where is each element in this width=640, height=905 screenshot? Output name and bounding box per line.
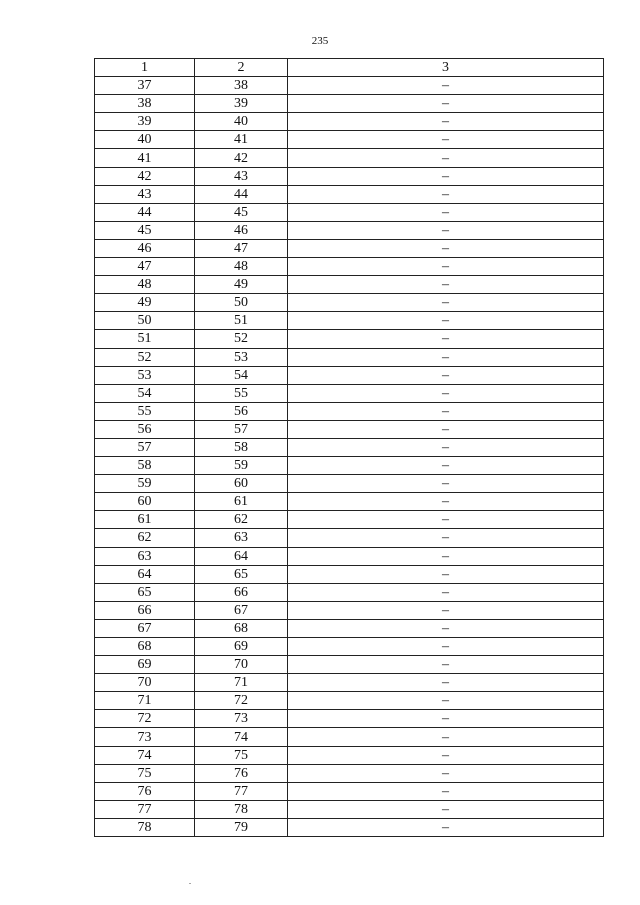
table-row xyxy=(95,95,604,113)
table-cell-col1: 60 xyxy=(95,493,195,511)
table-cell-col3: – xyxy=(288,728,604,746)
table-row xyxy=(95,493,604,511)
table-cell-col1: 48 xyxy=(95,276,195,294)
table-cell-col2: 69 xyxy=(195,638,288,656)
table-row xyxy=(95,384,604,402)
table-cell-col2: 59 xyxy=(195,457,288,475)
column-header-1: 1 xyxy=(95,59,195,77)
table-cell-col1: 49 xyxy=(95,294,195,312)
table-cell-col2: 74 xyxy=(195,728,288,746)
table-cell-col1: 59 xyxy=(95,475,195,493)
table-cell-col3: – xyxy=(288,493,604,511)
table-cell-col1: 65 xyxy=(95,583,195,601)
table-cell-col3: – xyxy=(288,95,604,113)
table-cell-col2: 77 xyxy=(195,782,288,800)
table-cell-col3: – xyxy=(288,746,604,764)
table-row xyxy=(95,547,604,565)
table-cell-col2: 58 xyxy=(195,438,288,456)
table-cell-col2: 49 xyxy=(195,276,288,294)
table-cell-col3: – xyxy=(288,457,604,475)
table-cell-col1: 67 xyxy=(95,619,195,637)
table-cell-col3: – xyxy=(288,131,604,149)
table-cell-col2: 45 xyxy=(195,203,288,221)
table-row xyxy=(95,258,604,276)
footer-mark: . xyxy=(189,877,191,886)
table-row xyxy=(95,276,604,294)
table-cell-col1: 57 xyxy=(95,438,195,456)
table-header-row xyxy=(95,59,604,77)
table-row xyxy=(95,601,604,619)
column-header-2: 2 xyxy=(195,59,288,77)
table-row xyxy=(95,294,604,312)
table-row xyxy=(95,800,604,818)
table-cell-col3: – xyxy=(288,239,604,257)
table-cell-col1: 46 xyxy=(95,239,195,257)
table-cell-col2: 52 xyxy=(195,330,288,348)
table-cell-col2: 79 xyxy=(195,818,288,836)
table-row xyxy=(95,656,604,674)
table-cell-col1: 42 xyxy=(95,167,195,185)
table-cell-col3: – xyxy=(288,800,604,818)
table-cell-col1: 37 xyxy=(95,77,195,95)
table-row xyxy=(95,203,604,221)
table-cell-col3: – xyxy=(288,583,604,601)
table-cell-col2: 54 xyxy=(195,366,288,384)
table-cell-col2: 38 xyxy=(195,77,288,95)
table-cell-col3: – xyxy=(288,638,604,656)
table-row xyxy=(95,710,604,728)
table-cell-col2: 67 xyxy=(195,601,288,619)
table-cell-col2: 39 xyxy=(195,95,288,113)
table-cell-col3: – xyxy=(288,185,604,203)
table-cell-col3: – xyxy=(288,348,604,366)
table-cell-col1: 47 xyxy=(95,258,195,276)
table-cell-col1: 58 xyxy=(95,457,195,475)
table-cell-col3: – xyxy=(288,511,604,529)
table-cell-col2: 47 xyxy=(195,239,288,257)
table-row xyxy=(95,619,604,637)
table-cell-col1: 69 xyxy=(95,656,195,674)
table-cell-col1: 39 xyxy=(95,113,195,131)
table-row xyxy=(95,77,604,95)
table-cell-col1: 75 xyxy=(95,764,195,782)
table-cell-col2: 55 xyxy=(195,384,288,402)
table-cell-col3: – xyxy=(288,547,604,565)
table-row xyxy=(95,674,604,692)
table-row xyxy=(95,438,604,456)
table-row xyxy=(95,692,604,710)
table-cell-col2: 53 xyxy=(195,348,288,366)
table-cell-col1: 73 xyxy=(95,728,195,746)
table-cell-col3: – xyxy=(288,366,604,384)
table-row xyxy=(95,348,604,366)
table-cell-col3: – xyxy=(288,674,604,692)
table-cell-col2: 65 xyxy=(195,565,288,583)
table-cell-col2: 41 xyxy=(195,131,288,149)
table-row xyxy=(95,638,604,656)
table-cell-col2: 61 xyxy=(195,493,288,511)
table-cell-col1: 78 xyxy=(95,818,195,836)
table-cell-col3: – xyxy=(288,565,604,583)
table-cell-col2: 75 xyxy=(195,746,288,764)
table-cell-col3: – xyxy=(288,384,604,402)
table-cell-col1: 53 xyxy=(95,366,195,384)
table-cell-col3: – xyxy=(288,402,604,420)
table-row xyxy=(95,529,604,547)
table-cell-col1: 71 xyxy=(95,692,195,710)
table-cell-col3: – xyxy=(288,438,604,456)
table-cell-col3: – xyxy=(288,764,604,782)
table-cell-col3: – xyxy=(288,692,604,710)
table-row xyxy=(95,113,604,131)
table-cell-col1: 61 xyxy=(95,511,195,529)
table-cell-col1: 66 xyxy=(95,601,195,619)
table-cell-col3: – xyxy=(288,818,604,836)
table-cell-col2: 42 xyxy=(195,149,288,167)
table-cell-col2: 72 xyxy=(195,692,288,710)
table-cell-col2: 70 xyxy=(195,656,288,674)
table-cell-col1: 55 xyxy=(95,402,195,420)
table-cell-col3: – xyxy=(288,167,604,185)
table-cell-col1: 64 xyxy=(95,565,195,583)
data-table xyxy=(94,58,604,837)
table-row xyxy=(95,366,604,384)
table-row xyxy=(95,565,604,583)
table-cell-col1: 38 xyxy=(95,95,195,113)
table-cell-col3: – xyxy=(288,619,604,637)
column-header-3: 3 xyxy=(288,59,604,77)
table-cell-col1: 40 xyxy=(95,131,195,149)
table-cell-col1: 63 xyxy=(95,547,195,565)
table-cell-col2: 50 xyxy=(195,294,288,312)
table-cell-col3: – xyxy=(288,529,604,547)
table-row xyxy=(95,475,604,493)
table-row xyxy=(95,221,604,239)
table-cell-col3: – xyxy=(288,710,604,728)
table-cell-col1: 51 xyxy=(95,330,195,348)
table-cell-col1: 43 xyxy=(95,185,195,203)
table-cell-col3: – xyxy=(288,601,604,619)
table-row xyxy=(95,330,604,348)
table-row xyxy=(95,167,604,185)
table-cell-col3: – xyxy=(288,221,604,239)
page-number: 235 xyxy=(311,35,329,47)
table-body xyxy=(95,77,604,837)
table-cell-col2: 62 xyxy=(195,511,288,529)
table-cell-col1: 72 xyxy=(95,710,195,728)
table-cell-col2: 76 xyxy=(195,764,288,782)
table-cell-col2: 44 xyxy=(195,185,288,203)
table-cell-col1: 74 xyxy=(95,746,195,764)
table-cell-col3: – xyxy=(288,294,604,312)
table-row xyxy=(95,239,604,257)
table-cell-col1: 68 xyxy=(95,638,195,656)
table-cell-col1: 76 xyxy=(95,782,195,800)
table-cell-col2: 60 xyxy=(195,475,288,493)
table-cell-col3: – xyxy=(288,149,604,167)
table-cell-col3: – xyxy=(288,203,604,221)
table-cell-col1: 54 xyxy=(95,384,195,402)
table-row xyxy=(95,312,604,330)
table-cell-col2: 56 xyxy=(195,402,288,420)
table-cell-col2: 46 xyxy=(195,221,288,239)
table-cell-col3: – xyxy=(288,77,604,95)
table-cell-col2: 71 xyxy=(195,674,288,692)
table-row xyxy=(95,728,604,746)
table-cell-col3: – xyxy=(288,656,604,674)
table-cell-col2: 43 xyxy=(195,167,288,185)
table-row xyxy=(95,402,604,420)
table-cell-col1: 52 xyxy=(95,348,195,366)
table-cell-col3: – xyxy=(288,782,604,800)
table-row xyxy=(95,764,604,782)
table-cell-col2: 64 xyxy=(195,547,288,565)
table-cell-col2: 78 xyxy=(195,800,288,818)
table-cell-col1: 70 xyxy=(95,674,195,692)
table-row xyxy=(95,782,604,800)
table-cell-col3: – xyxy=(288,330,604,348)
table-cell-col3: – xyxy=(288,276,604,294)
table-cell-col1: 50 xyxy=(95,312,195,330)
table-cell-col3: – xyxy=(288,312,604,330)
table-cell-col2: 40 xyxy=(195,113,288,131)
table-cell-col1: 62 xyxy=(95,529,195,547)
table-row xyxy=(95,457,604,475)
table-cell-col1: 41 xyxy=(95,149,195,167)
table-cell-col2: 68 xyxy=(195,619,288,637)
table-row xyxy=(95,511,604,529)
table-cell-col2: 51 xyxy=(195,312,288,330)
table-row xyxy=(95,818,604,836)
table-row xyxy=(95,131,604,149)
table-cell-col3: – xyxy=(288,475,604,493)
table-cell-col2: 57 xyxy=(195,420,288,438)
table-cell-col1: 77 xyxy=(95,800,195,818)
table-cell-col3: – xyxy=(288,113,604,131)
table-cell-col3: – xyxy=(288,258,604,276)
table-cell-col2: 48 xyxy=(195,258,288,276)
table-cell-col2: 66 xyxy=(195,583,288,601)
table-row xyxy=(95,420,604,438)
table-row xyxy=(95,746,604,764)
table-cell-col2: 73 xyxy=(195,710,288,728)
table-row xyxy=(95,583,604,601)
table-cell-col1: 45 xyxy=(95,221,195,239)
table-cell-col1: 56 xyxy=(95,420,195,438)
table-row xyxy=(95,185,604,203)
table-row xyxy=(95,149,604,167)
table-cell-col2: 63 xyxy=(195,529,288,547)
table-cell-col1: 44 xyxy=(95,203,195,221)
table-cell-col3: – xyxy=(288,420,604,438)
